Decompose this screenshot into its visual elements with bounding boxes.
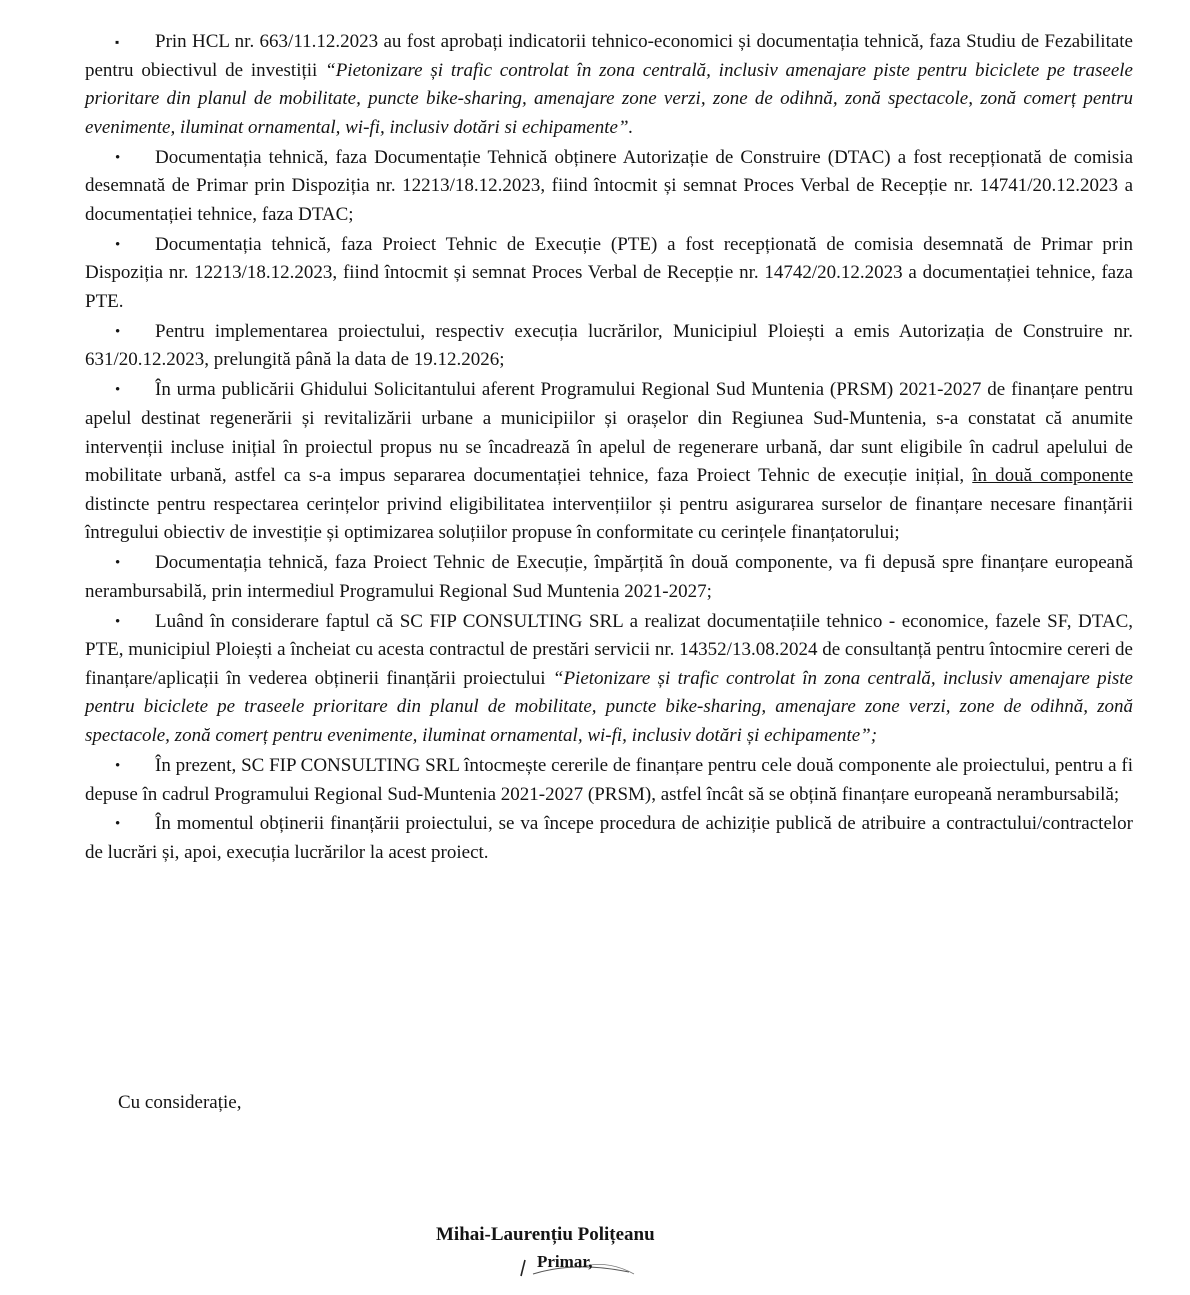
bullet-marker: • (115, 555, 121, 572)
bullet-marker: • (115, 236, 121, 253)
paragraph-text: Pentru implementarea proiectului, respectiv execuția lucrărilor, Municipiul Ploiești a emis Autorizația de Construire nr. 631/20.12.2023, prelungită până la data de 19.12.2026; (85, 320, 1133, 371)
project-title-italic: “Pietonizare și trafic controlat în zona centrală, inclusiv amenajare piste pentru biciclete pe traseele prioritare din planul de mobilitate, puncte bike-sharing, amenajare zone verzi, zone de odihnă, zonă spectacole, zonă comerț pentru evenimente, iluminat ornamental, wi-fi, inclusiv dotări și echipamente”; (85, 667, 1133, 747)
paragraph-text: Documentația tehnică, faza Proiect Tehnic de Execuție (PTE) a fost recepționată de comisia desemnată de Primar prin Dispoziția nr. 12213/18.12.2023, fiind întocmit și semnat Proces Verbal de Recepție nr. 14742/20.12.2023 a documentației tehnice, faza PTE. (85, 233, 1133, 312)
bullet-marker: ▪ (115, 35, 120, 49)
bullet-marker: • (115, 757, 121, 774)
bullet-marker: • (115, 149, 121, 166)
bullet-marker: • (115, 382, 121, 399)
paragraph-text-continued: distincte pentru respectarea cerințelor privind eligibilitatea intervențiilor și pentru asigurarea surselor de finanțare necesare finanțării întregului obiectiv de investiție și optimizarea soluțiilor propuse în conformitate cu cerințele finanțatorului; (85, 493, 1133, 544)
paragraph-text: În urma publicării Ghidului Solicitantului aferent Programului Regional Sud Muntenia (PRSM) 2021-2027 de finanțare pentru apelul destinat regenerării și revitalizării urbane a municipiilor și orașelor din Regiunea Sud-Muntenia, s-a constatat că anumite intervenții incluse inițial în proiectul propus nu se încadrează în apelul de regenerare urbană, dar sunt eligibile în cadrul apelului de mobilitate urbană, astfel ca s-a impus separarea documentației tehnice, faza Proiect Tehnic de execuție inițial, (85, 379, 1133, 487)
project-title-italic: “Pietonizare și trafic controlat în zona centrală, inclusiv amenajare piste pentru biciclete pe traseele prioritare din planul de mobilitate, puncte bike-sharing, amenajare zone verzi, zone de odihnă, zonă spectacole, zonă comerț pentru evenimente, iluminat ornamental, wi-fi, inclusiv dotări si echipamente”. (85, 59, 1133, 138)
bullet-marker: • (115, 816, 121, 833)
paragraph-text: Prin HCL nr. 663/11.12.2023 au fost aprobați indicatorii tehnico-economici și documentația tehnică, faza Studiu de Fezabilitate pentru obiectivul de investiții (85, 31, 1133, 81)
closing-salutation: Cu considerație, (118, 1092, 242, 1113)
list-item (85, 549, 1133, 606)
paragraph-text: Luând în considerare faptul că SC FIP CONSULTING SRL a realizat documentațiile tehnico - economice, fazele SF, DTAC, PTE, municipiul Ploiești a încheiat cu acesta contractul de prestări servicii nr. 14352/13.08.2024 de consultanță pentru întocmire cereri de finanțare/aplicații în vederea obținerii finanțării proiectului (85, 610, 1133, 689)
paragraph-text: În momentul obținerii finanțării proiectului, se va începe procedura de achiziție publică de atribuire a contractului/contractelor de lucrări și, apoi, execuția lucrărilor la acest proiect. (85, 813, 1133, 863)
list-item (85, 752, 1133, 809)
paragraph-text: Documentația tehnică, faza Proiect Tehnic de Execuție, împărțită în două componente, va fi depusă spre finanțare europeană nerambursabilă, prin intermediul Programului Regional Sud Muntenia 2021-2027; (85, 552, 1133, 602)
list-item (85, 608, 1133, 751)
signatory-title-block (519, 1252, 639, 1276)
signatory-name: Mihai-Laurențiu Polițeanu (436, 1224, 655, 1245)
list-item (85, 318, 1133, 375)
list-item (85, 376, 1133, 548)
bullet-marker: • (115, 613, 121, 630)
paragraph-text: Documentația tehnică, faza Documentație Tehnică obținere Autorizație de Construire (DTAC) a fost recepționată de comisia desemnată de Primar prin Dispoziția nr. 12213/18.12.2023, fiind întocmit și semnat Proces Verbal de Recepție nr. 14741/20.12.2023 a documentației tehnice, faza DTAC; (85, 146, 1133, 225)
paragraph-text: În prezent, SC FIP CONSULTING SRL întocmește cererile de finanțare pentru cele două componente ale proiectului, pentru a fi depuse în cadrul Programului Regional Sud-Muntenia 2021-2027 (PRSM), astfel încât să se obțină finanțare europeană nerambursabilă; (85, 754, 1133, 805)
list-item (85, 231, 1133, 317)
underlined-phrase: în două componente (972, 465, 1134, 487)
document-body (85, 28, 1133, 869)
list-item (85, 28, 1133, 142)
list-item (85, 144, 1133, 230)
list-item (85, 810, 1133, 867)
bullet-marker: • (115, 323, 121, 340)
signatory-title: Primar, (537, 1252, 593, 1271)
